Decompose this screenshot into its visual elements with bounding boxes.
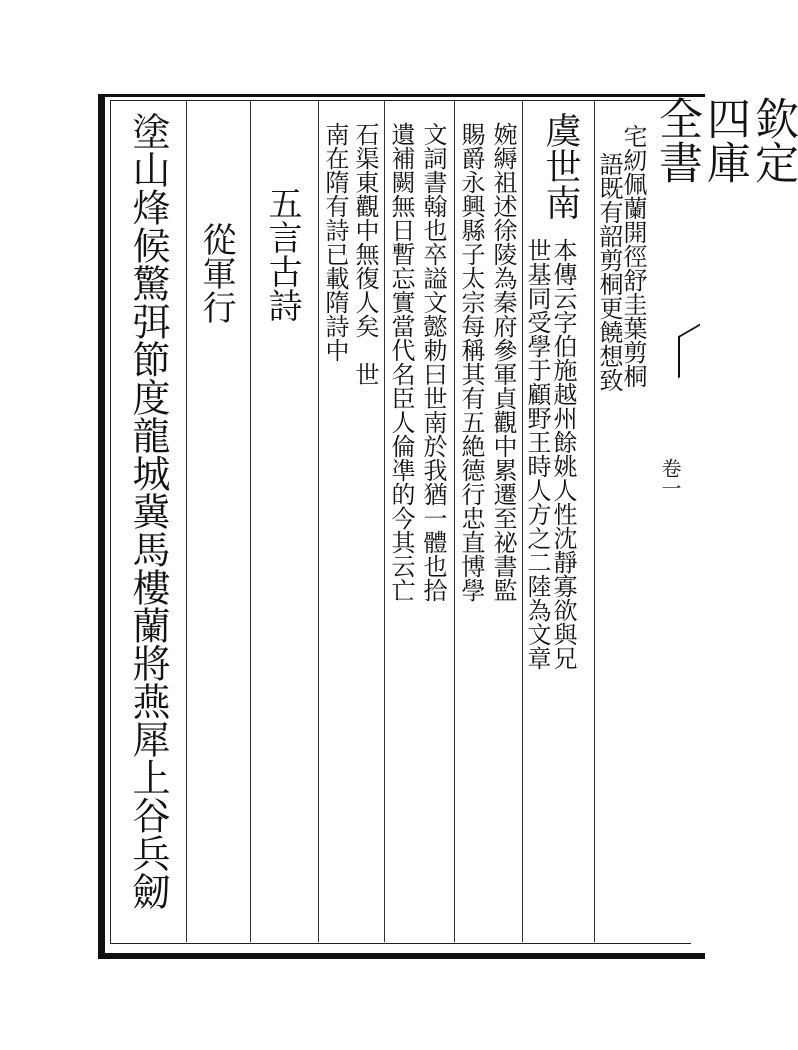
bio-line: 石渠東觀中無復人矣 世 <box>351 122 379 386</box>
bio-line: 文詞書翰也卒謚文懿勅曰世南於我猶一體也拾 <box>419 122 447 602</box>
bio-line: 南在隋有詩已載隋詩中 <box>321 122 349 362</box>
bio-line: 遺補闕無日暫忘實當代名臣人倫凖的今其云亡 <box>387 122 415 602</box>
bio-line: 本傳云字伯施越州餘姚人性沈靜寡欲與兄 <box>549 238 577 670</box>
book-title: 欽定四庫全書 <box>651 96 798 184</box>
book-title-edge <box>651 96 798 216</box>
column-rule <box>454 101 455 942</box>
column-rule <box>384 101 385 942</box>
verse-column-bottom: 語既有韶剪桐更饒想致 <box>595 152 623 392</box>
verse-column-top: 宅紉佩蘭開徑舒圭葉剪桐 <box>619 124 647 388</box>
bio-line: 世基同受學于顧野王時人方之二陸為文章 <box>523 238 551 670</box>
column-rule <box>186 101 187 942</box>
author-name: 虞世南 <box>540 112 581 220</box>
column-rule <box>250 101 251 942</box>
bio-line: 婉縟祖述徐陵為秦府參軍貞觀中累遷至祕書監 <box>489 122 517 602</box>
bio-line: 賜爵永興縣子太宗每稱其有五絶德行忠直博學 <box>457 122 485 602</box>
volume-label: 卷一 <box>658 458 682 498</box>
poem-line: 塗山烽候驚弭節度龍城冀馬樓蘭將燕犀上谷兵劒 <box>126 112 170 910</box>
column-rule <box>318 101 319 942</box>
poem-title: 從軍行 <box>196 222 236 324</box>
section-title: 五言古詩 <box>262 186 302 322</box>
